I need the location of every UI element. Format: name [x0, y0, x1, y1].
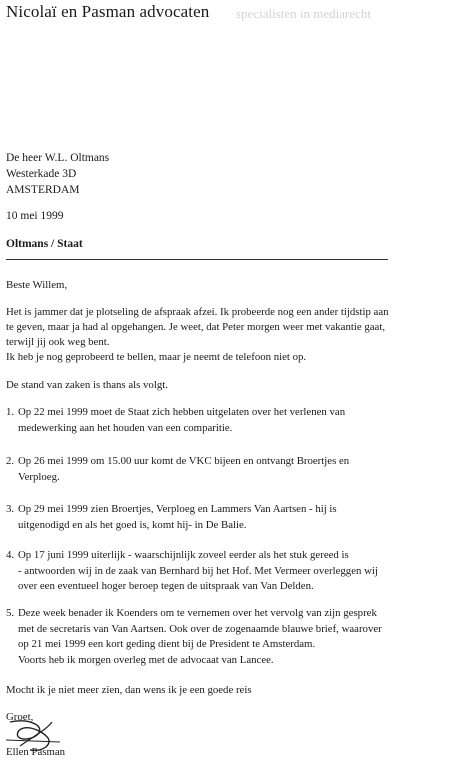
- list-item-line: uitgenodigd en als het goed is, komt hij- in De Balie.: [18, 518, 247, 531]
- list-item-line: over een eventueel hoger beroep tegen de uitspraak van Van Delden.: [18, 580, 314, 592]
- recipient-city: AMSTERDAM: [6, 184, 80, 196]
- list-item-line: Voorts heb ik morgen overleg met de advocaat van Lancee.: [18, 653, 274, 666]
- list-item: [6, 454, 349, 485]
- intro-line-1: Het is jammer dat je plotseling de afspraak afzei. Ik probeerde nog een ander tijdstip aan: [6, 306, 389, 318]
- list-item-line: Op 17 juni 1999 uiterlijk - waarschijnlijk zoveel eerder als het stuk gereed is: [18, 549, 349, 561]
- list-item-line: Op 22 mei 1999 moet de Staat zich hebben uitgelaten over het verlenen van: [18, 406, 346, 418]
- status-intro: De stand van zaken is thans als volgt.: [6, 379, 168, 391]
- recipient-street: Westerkade 3D: [6, 168, 77, 180]
- intro-line-3: terwijl jij ook weg bent.: [6, 336, 110, 348]
- list-item-number: 2.: [6, 455, 15, 467]
- list-item-line: - antwoorden wij in de zaak van Bernhard bij het Hof. Met Vermeer overleggen wij: [18, 564, 378, 577]
- list-item-number: 1.: [6, 406, 15, 418]
- recipient-name: De heer W.L. Oltmans: [6, 152, 110, 164]
- list-item: [6, 548, 378, 595]
- list-item-line: met de secretaris van Van Aartsen. Ook over de zogenaamde blauwe brief, waarover: [18, 622, 382, 635]
- letterhead-tagline: specialisten in mediarecht: [236, 6, 372, 21]
- list-item-line: Deze week benader ik Koenders om te vernemen over het vervolg van zijn gesprek: [18, 607, 377, 619]
- list-item-line: medewerking aan het houden van een comparitie.: [18, 421, 233, 434]
- list-item-number: 3.: [6, 503, 15, 515]
- list-item-number: 5.: [6, 607, 15, 619]
- salutation: Beste Willem,: [6, 279, 68, 291]
- list-item-line: Op 29 mei 1999 zien Broertjes, Verploeg en Lammers Van Aartsen - hij is: [18, 503, 337, 515]
- closing-line: Mocht ik je niet meer zien, dan wens ik je een goede reis: [6, 684, 252, 696]
- intro-line-4: Ik heb je nog geprobeerd te bellen, maar je neemt de telefoon niet op.: [6, 351, 307, 363]
- greeting: Groet,: [6, 711, 34, 723]
- list-item: [6, 606, 382, 668]
- list-item-number: 4.: [6, 549, 15, 561]
- subject-divider: [6, 259, 388, 260]
- list-item-line: Verploeg.: [18, 470, 60, 483]
- intro-line-2: te geven, maar ja had al opgehangen. Je weet, dat Peter morgen weer met vakantie gaat,: [6, 321, 386, 333]
- letter-subject: Oltmans / Staat: [6, 238, 83, 250]
- list-item-line: Op 26 mei 1999 om 15.00 uur komt de VKC bijeen en ontvangt Broertjes en: [18, 455, 350, 467]
- list-item: [6, 502, 337, 533]
- letterhead-firm-name: Nicolaï en Pasman advocaten: [6, 2, 210, 21]
- signer-name: Ellen Pasman: [6, 746, 66, 758]
- list-item-line: op 21 mei 1999 een kort geding dient bij de President te Amsterdam.: [18, 638, 316, 650]
- list-item: [6, 405, 345, 436]
- letter-date: 10 mei 1999: [6, 210, 64, 222]
